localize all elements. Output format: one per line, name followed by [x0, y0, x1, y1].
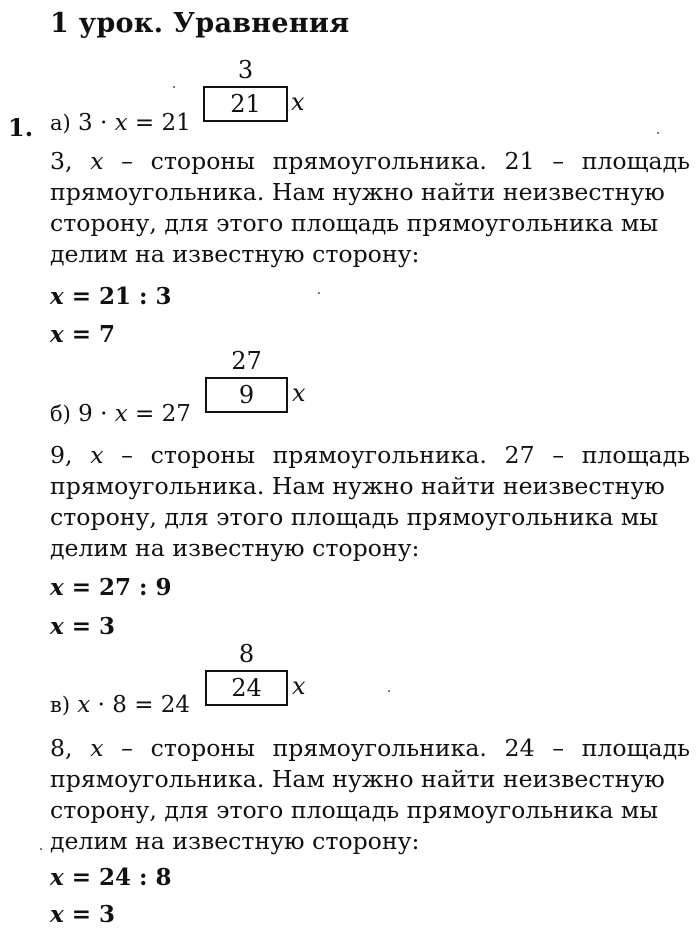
- part-b-explanation: [50, 440, 690, 564]
- part-a-rectangle: [203, 56, 305, 136]
- part-a-solution-1: x = 21 : 3: [50, 283, 172, 310]
- part-b-solution-2: x = 3: [50, 613, 116, 640]
- part-c-solution-2: x = 3: [50, 901, 116, 928]
- part-c-equation-line: [50, 692, 190, 718]
- explanation-line: делим на известную сторону:: [50, 534, 420, 562]
- explanation-line: 3, x – стороны прямоугольника. 21 – площадь: [50, 147, 690, 175]
- part-b-rect-top-side: 27: [231, 347, 262, 375]
- explanation-line: сторону, для этого площадь прямоугольника мы: [50, 796, 659, 824]
- part-b-equation: 9 · x = 27: [78, 401, 191, 427]
- part-b-equation-line: [50, 401, 191, 427]
- part-b-rect-side: x: [292, 379, 306, 407]
- part-c-rect-area: 24: [205, 670, 288, 706]
- explanation-line: прямоугольника. Нам нужно найти неизвестную: [50, 178, 665, 206]
- part-a-solution-2: x = 7: [50, 321, 116, 348]
- scan-speck: [657, 132, 659, 134]
- task-number: 1.: [8, 113, 34, 142]
- part-b-rectangle: [205, 347, 306, 427]
- explanation-line: сторону, для этого площадь прямоугольника мы: [50, 503, 659, 531]
- lesson-title: 1 урок. Уравнения: [50, 8, 350, 39]
- part-c-explanation: [50, 733, 690, 857]
- explanation-line: делим на известную сторону:: [50, 240, 420, 268]
- part-c-rect-side: x: [292, 672, 306, 700]
- part-a-equation: 3 · x = 21: [78, 110, 191, 136]
- part-a-letter: а): [50, 111, 71, 135]
- explanation-line: 9, x – стороны прямоугольника. 27 – площадь: [50, 441, 690, 469]
- explanation-line: прямоугольника. Нам нужно найти неизвестную: [50, 765, 665, 793]
- explanation-line: делим на известную сторону:: [50, 827, 420, 855]
- scan-speck: [173, 86, 175, 88]
- scan-speck: [318, 292, 320, 294]
- part-b-rect-area: 9: [205, 377, 288, 413]
- part-c-rect-top-side: 8: [238, 640, 255, 668]
- explanation-line: сторону, для этого площадь прямоугольника мы: [50, 209, 659, 237]
- part-c-rectangle: [205, 640, 306, 720]
- part-b-letter: б): [50, 402, 71, 426]
- explanation-line: 8, x – стороны прямоугольника. 24 – площадь: [50, 734, 690, 762]
- scan-speck: [40, 848, 42, 850]
- part-b-solution-1: x = 27 : 9: [50, 574, 172, 601]
- part-a-rect-side: x: [291, 88, 305, 116]
- part-a-rect-top-side: 3: [237, 56, 254, 84]
- explanation-line: прямоугольника. Нам нужно найти неизвестную: [50, 472, 665, 500]
- part-a-equation-line: [50, 110, 191, 136]
- part-c-equation: x · 8 = 24: [77, 692, 191, 718]
- scan-speck: [388, 690, 390, 692]
- part-c-solution-1: x = 24 : 8: [50, 864, 172, 891]
- part-a-rect-area: 21: [203, 86, 288, 122]
- part-c-letter: в): [50, 693, 71, 717]
- part-a-explanation: [50, 146, 690, 270]
